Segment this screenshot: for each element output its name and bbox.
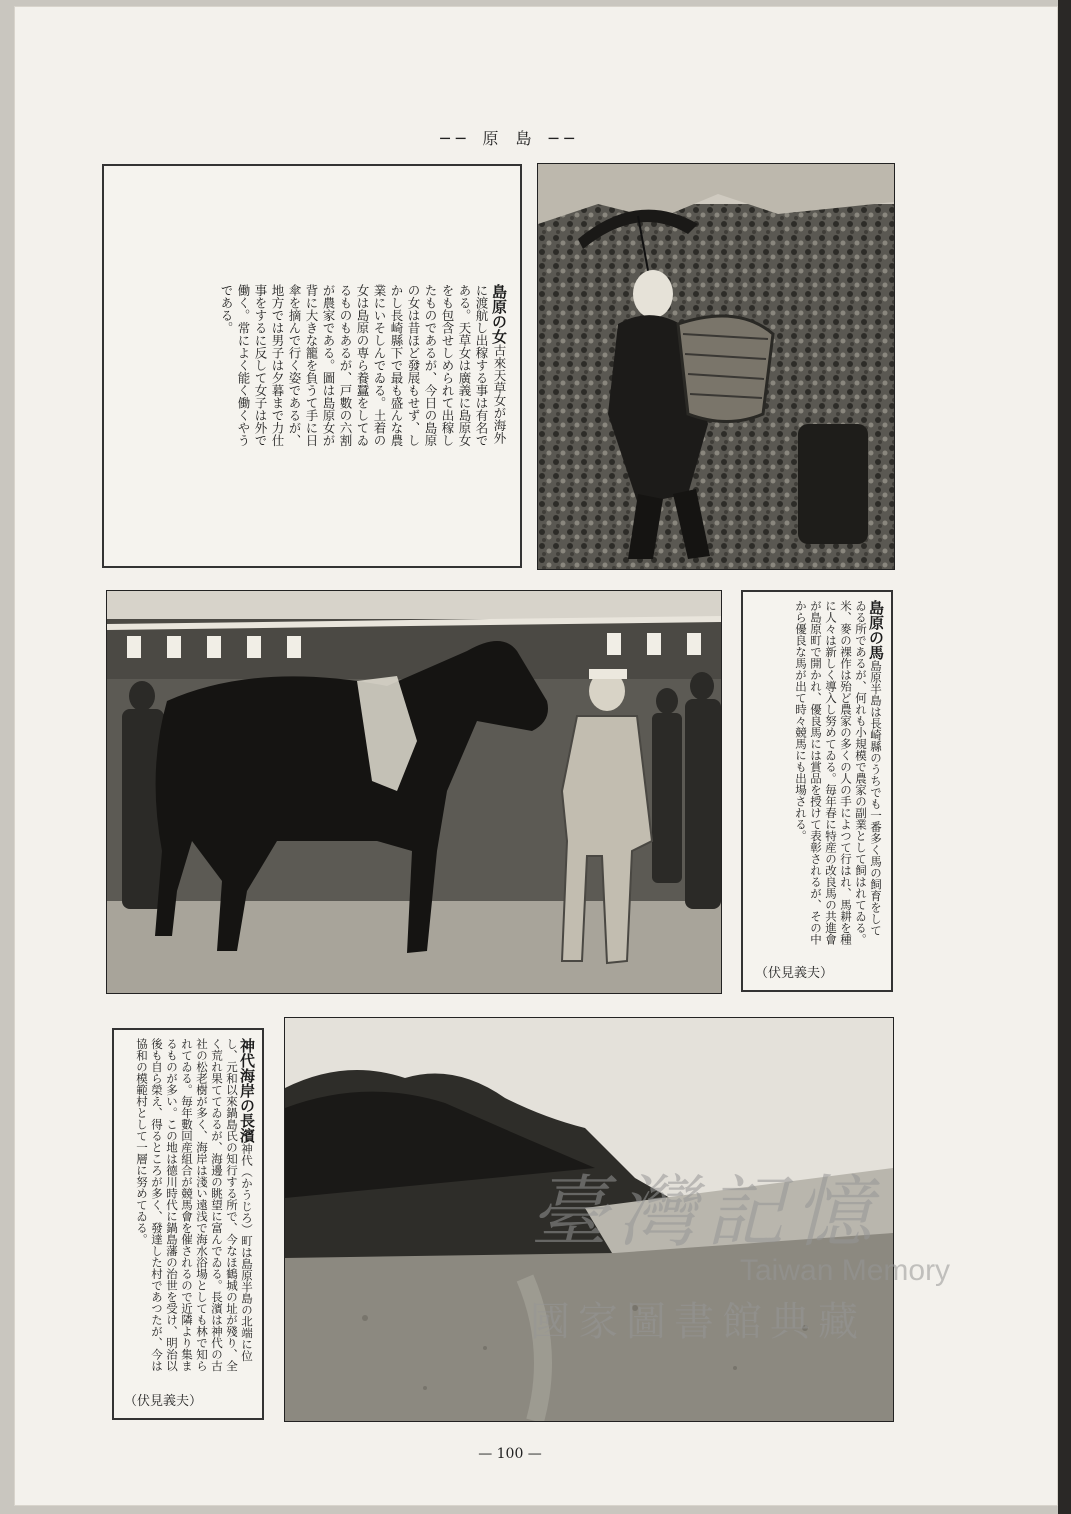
woman-with-parasol-photo bbox=[537, 163, 895, 570]
page-number: — 100 — bbox=[478, 1446, 542, 1462]
watermark-english: Taiwan Memory bbox=[740, 1254, 951, 1287]
horse-and-handler-photo bbox=[106, 590, 722, 994]
article-horse-text bbox=[749, 600, 883, 945]
article-horse-body: 島原半島は長崎縣のうちでも一番多く馬の飼育をしてゐる所であるが、何れも小規模で農家の副業として飼はれてゐる。米、麥の裸作は殆ど農家の多くの人の手によつて行はれ、馬耕を種に人々は新しく導入し努めてゐる。毎年春に特産の改良馬の共進會が島原町で開かれ、優良馬には賞品を授けて表彰されるが、その中から優良な馬が出て時々競馬にも出場される。 bbox=[794, 600, 883, 945]
article-beach-credit: （伏見義夫） bbox=[124, 1394, 203, 1409]
article-women-box bbox=[102, 164, 522, 568]
watermark-chinese: 臺灣記憶 bbox=[530, 1168, 883, 1258]
scan-edge bbox=[1058, 0, 1071, 1514]
beach-landscape-photo bbox=[284, 1017, 894, 1422]
article-beach-body: 神代（かうじろ）町は島原半島の北端に位し、元和以來鍋島氏の知行する所で、今なほ鶴城の址が殘り、全く荒れ果ててゐるが、海邊の眺望に富んでゐる。長濱は神代の古社の松老樹が多く、海岸は淺い遠浅で海水浴場としても林で知られてゐる。毎年數回産組合が競馬會を催されるので近隣より集まるものが多い。この地は德川時代に鍋島藩の治世を受け、明治以後も自ら榮え、得るところが多く、發達した村であつたが、今は協和の模範村として一層に努めてゐる。 bbox=[135, 1038, 254, 1372]
article-women-body: 古來天草女が海外に渡航し出稼する事は有名である。天草女は廣義に島原女をも包含せしめられて出稼したものであるが、今日の島原の女は昔ほど發展もせず、しかし長崎縣下で最も盛んな農業にいそしんでゐる。土着の女は島原の専ら養蠶をしてゐるものもあるが、戸數の六割が農家である。圖は島原女が背に大きな籠を負うて手に日傘を摘んで行く姿であるが、地方では男子は夕暮まで力仕事をするに反して女子は外で働く。常によく能く働くやうである。 bbox=[219, 284, 507, 447]
article-women-title: 島原の女 bbox=[490, 284, 508, 344]
article-women-text bbox=[116, 284, 508, 449]
article-horse-box bbox=[741, 590, 893, 992]
article-beach-text bbox=[120, 1038, 254, 1373]
article-beach-title: 神代海岸の長濱 bbox=[238, 1038, 256, 1143]
watermark-subtitle: 國家圖書館典藏 bbox=[530, 1299, 866, 1345]
page-header: ── 原 島 ── bbox=[440, 129, 580, 148]
article-horse-title: 島原の馬 bbox=[867, 600, 885, 660]
article-horse-credit: （伏見義夫） bbox=[755, 966, 834, 981]
article-beach-box bbox=[112, 1028, 264, 1420]
